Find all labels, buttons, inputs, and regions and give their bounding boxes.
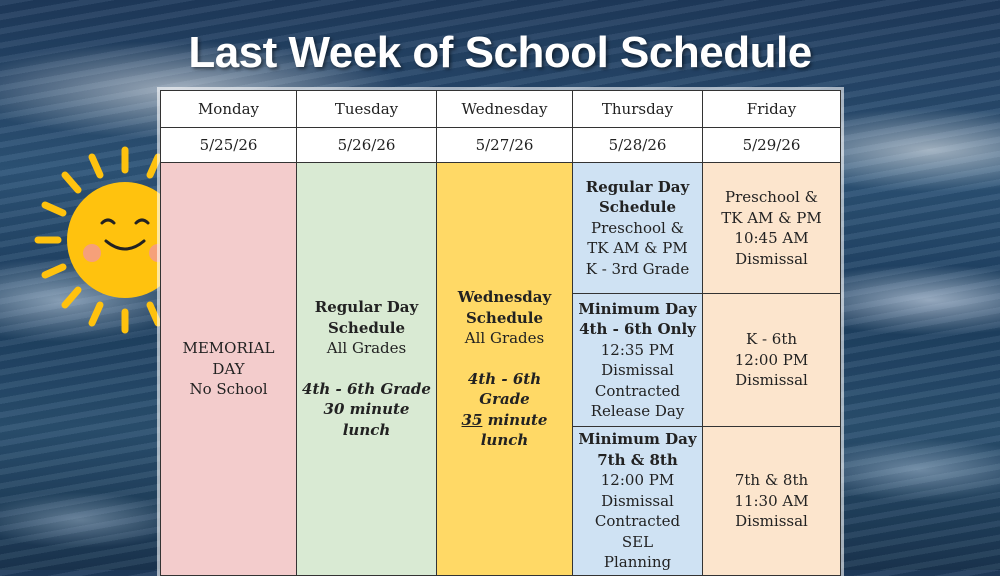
thursday-block-1 bbox=[573, 163, 703, 294]
thursday-block-2 bbox=[573, 294, 703, 427]
header-tuesday: Tuesday bbox=[297, 91, 437, 128]
thursday-b3-line4: Dismissal bbox=[601, 491, 674, 510]
wednesday-lunch2 bbox=[441, 410, 568, 451]
thursday-b2-line6: Release Day bbox=[590, 402, 685, 420]
thursday-b1-line5: K - 3rd Grade bbox=[585, 259, 690, 278]
thursday-b1-bold2: Schedule bbox=[598, 198, 677, 217]
friday-b3-line2: 11:30 AM bbox=[734, 491, 809, 510]
friday-block-1 bbox=[703, 163, 841, 294]
date-tuesday: 5/26/26 bbox=[297, 128, 437, 163]
schedule-table bbox=[160, 90, 841, 576]
thursday-b2-bold1: Minimum Day bbox=[578, 299, 697, 318]
friday-b2-line1: K - 6th bbox=[745, 330, 798, 349]
friday-b3-line1: 7th & 8th bbox=[734, 471, 809, 489]
date-friday: 5/29/26 bbox=[703, 128, 841, 163]
tuesday-bold1: Regular Day bbox=[314, 298, 419, 317]
wednesday-lunch-rest: minute lunch bbox=[480, 410, 548, 449]
thursday-b3-bold2: 7th & 8th bbox=[597, 450, 678, 469]
friday-b1-line1: Preschool & bbox=[725, 188, 818, 206]
tuesday-cell bbox=[297, 163, 437, 576]
wednesday-bold1: Wednesday bbox=[457, 288, 552, 306]
thursday-b2-bold2: 4th - 6th Only bbox=[579, 320, 696, 338]
thursday-b1-line3: Preschool & bbox=[591, 218, 684, 237]
thursday-b2-line3: 12:35 PM bbox=[600, 340, 675, 359]
wednesday-lunch-minutes: 35 bbox=[461, 410, 483, 429]
tuesday-line3: All Grades bbox=[326, 339, 407, 358]
wednesday-cell bbox=[437, 163, 573, 576]
friday-b1-line2: TK AM & PM bbox=[721, 208, 822, 227]
thursday-b3-bold1: Minimum Day bbox=[578, 430, 697, 448]
header-thursday: Thursday bbox=[573, 91, 703, 128]
friday-b2-line3: Dismissal bbox=[735, 371, 808, 390]
date-wednesday: 5/27/26 bbox=[437, 128, 573, 163]
monday-line1: MEMORIAL DAY bbox=[182, 339, 275, 378]
wednesday-lunch1: 4th - 6th Grade bbox=[467, 369, 542, 408]
wednesday-bold2: Schedule bbox=[465, 308, 544, 327]
date-row bbox=[161, 128, 841, 163]
wednesday-line3: All Grades bbox=[464, 329, 545, 347]
thursday-block-3 bbox=[573, 427, 703, 576]
header-wednesday: Wednesday bbox=[437, 91, 573, 128]
thursday-b2-line5: Contracted bbox=[594, 381, 681, 400]
header-monday: Monday bbox=[161, 91, 297, 128]
thursday-b3-line6: Planning bbox=[603, 553, 672, 571]
monday-line2: No School bbox=[189, 380, 268, 398]
date-monday: 5/25/26 bbox=[161, 128, 297, 163]
thursday-b3-line5: Contracted SEL bbox=[594, 512, 681, 551]
thursday-b1-bold1: Regular Day bbox=[585, 177, 690, 196]
friday-b2-line2: 12:00 PM bbox=[734, 350, 809, 369]
date-thursday: 5/28/26 bbox=[573, 128, 703, 163]
day-header-row bbox=[161, 91, 841, 128]
friday-block-3 bbox=[703, 427, 841, 576]
page-title: Last Week of School Schedule bbox=[188, 28, 812, 77]
tuesday-bold2: Schedule bbox=[327, 318, 406, 337]
thursday-b2-line4: Dismissal bbox=[601, 361, 674, 379]
friday-block-2 bbox=[703, 294, 841, 427]
thursday-b1-line4: TK AM & PM bbox=[587, 239, 688, 258]
tuesday-lunch1: 4th - 6th Grade bbox=[302, 379, 431, 398]
monday-cell bbox=[161, 163, 297, 576]
friday-b3-line3: Dismissal bbox=[735, 512, 808, 530]
friday-b1-line3: 10:45 AM bbox=[734, 229, 809, 247]
header-friday: Friday bbox=[703, 91, 841, 128]
friday-b1-line4: Dismissal bbox=[735, 249, 808, 268]
thursday-b3-line3: 12:00 PM bbox=[600, 471, 675, 489]
tuesday-lunch2: 30 minute lunch bbox=[323, 400, 410, 439]
